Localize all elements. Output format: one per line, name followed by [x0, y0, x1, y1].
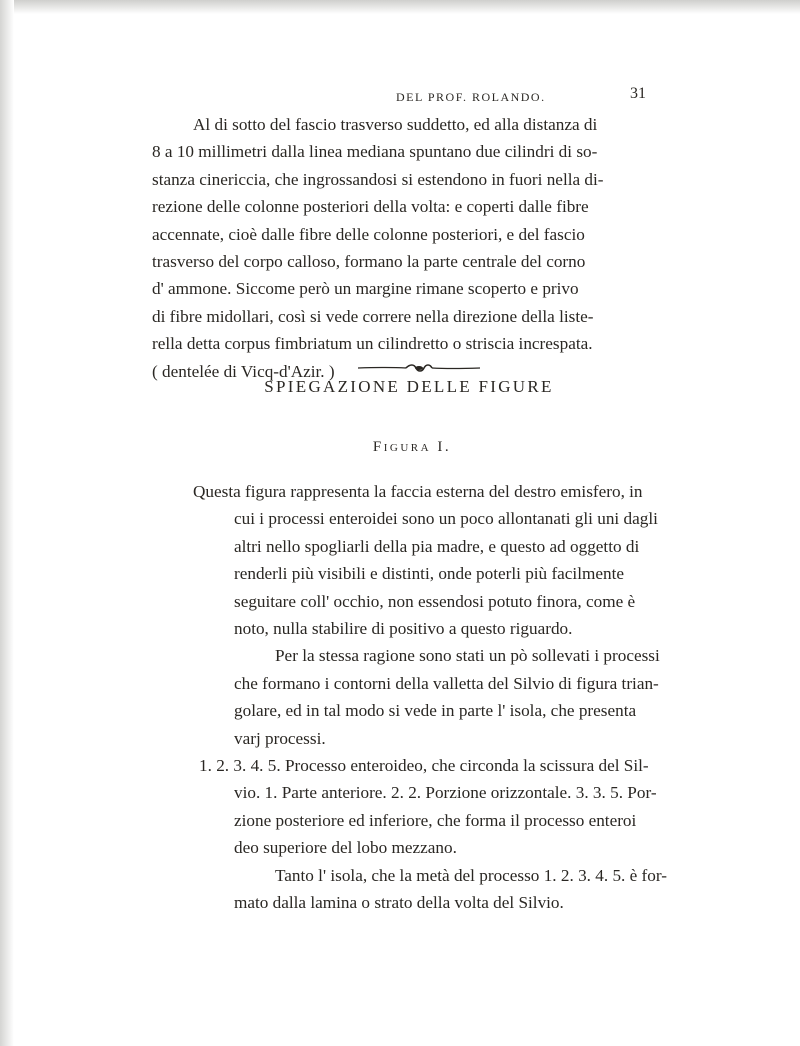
figure-title: Figura I.: [372, 439, 452, 455]
text-line: vio. 1. Parte anteriore. 2. 2. Porzione orizzontale. 3. 3. 5. Por-: [234, 783, 657, 803]
text-line: mato dalla lamina o strato della volta del Silvio.: [234, 893, 564, 913]
paragraph-corno-ammone: [152, 111, 604, 385]
text-line: cui i processi enteroidei sono un poco allontanati gli uni dagli: [234, 509, 658, 529]
section-title: SPIEGAZIONE DELLE FIGURE: [264, 377, 554, 396]
page-number: 31: [630, 85, 646, 102]
text-line: rella detta corpus fimbriatum un cilindretto o striscia increspata.: [152, 334, 593, 354]
scan-left-edge: [0, 0, 14, 1046]
text-line: varj processi.: [234, 728, 326, 748]
text-line: d' ammone. Siccome però un margine rimane scoperto e privo: [152, 279, 579, 299]
text-line: seguitare coll' occhio, non essendosi potuto finora, come è: [234, 591, 636, 611]
legend-item-line: 1. 2. 3. 4. 5. Processo enteroideo, che circonda la scissura del Sil-: [199, 756, 649, 776]
scan-top-edge: [0, 0, 800, 14]
running-head: DEL PROF. ROLANDO.: [396, 90, 546, 104]
text-line: che formano i contorni della valletta del Silvio di figura trian-: [234, 673, 659, 693]
text-line: deo superiore del lobo mezzano.: [234, 838, 457, 858]
text-line: rezione delle colonne posteriori della volta: e coperti dalle fibre: [152, 197, 589, 217]
text-line: noto, nulla stabilire di positivo a questo riguardo.: [234, 619, 573, 639]
text-line: di fibre midollari, così si vede correre nella direzione della liste-: [152, 306, 594, 326]
text-line: trasverso del corpo calloso, formano la parte centrale del corno: [152, 252, 586, 272]
text-line: zione posteriore ed inferiore, che forma il processo enteroi: [234, 810, 637, 830]
text-line: 8 a 10 millimetri dalla linea mediana spuntano due cilindri di so-: [152, 142, 598, 162]
text-line: renderli più visibili e distinti, onde poterli più facilmente: [234, 564, 624, 584]
text-line: Per la stessa ragione sono stati un pò sollevati i processi: [275, 646, 660, 666]
text-line: golare, ed in tal modo si vede in parte l' isola, che presenta: [234, 701, 637, 721]
text-line: Questa figura rappresenta la faccia esterna del destro emisfero, in: [193, 482, 643, 501]
text-line: accennate, cioè dalle fibre delle colonne posteriori, e del fascio: [152, 224, 585, 244]
text-line: Al di sotto del fascio trasverso suddetto, ed alla distanza di: [193, 115, 598, 134]
text-line: stanza cinericcia, che ingrossandosi si estendono in fuori nella di-: [152, 169, 604, 189]
text-line: altri nello spogliarli della pia madre, e questo ad oggetto di: [234, 536, 640, 556]
text-line: ( dentelée di Vicq-d'Azir. ): [152, 361, 335, 381]
paragraph-figure-explanation: [193, 478, 667, 917]
text-line: Tanto l' isola, che la metà del processo 1. 2. 3. 4. 5. è for-: [275, 865, 667, 885]
